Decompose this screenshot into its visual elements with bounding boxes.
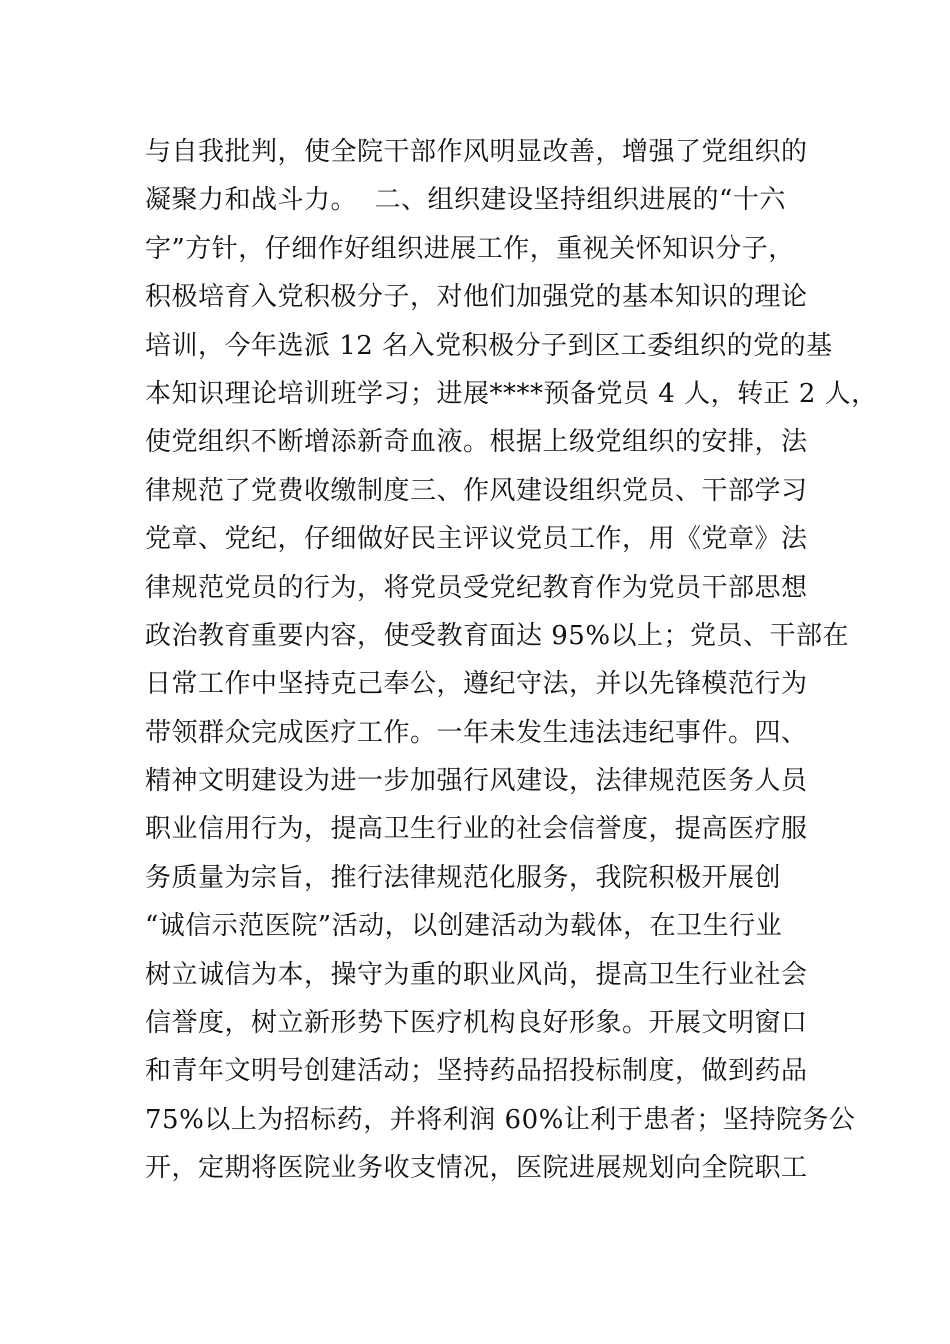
text-line: 积极培育入党积极分子，对他们加强党的基本知识的理论 — [145, 282, 808, 313]
text-line: “诚信示范医院”活动，以创建活动为载体，在卫生行业 — [145, 911, 783, 942]
text-line: 使党组织不断增添新奇血液。根据上级党组织的安排，法 — [145, 427, 808, 458]
text-line: 凝聚力和战斗力。 二、组织建设坚持组织进展的“十六 — [145, 185, 786, 216]
text-line: 信誉度，树立新形势下医疗机构良好形象。开展文明窗口 — [145, 1008, 808, 1039]
text-line: 律规范党员的行为，将党员受党纪教育作为党员干部思想 — [145, 572, 808, 603]
text-line: 职业信用行为，提高卫生行业的社会信誉度，提高医疗服 — [145, 814, 808, 845]
text-line: 带领群众完成医疗工作。一年未发生违法违纪事件。四、 — [145, 717, 808, 748]
text-line: 精神文明建设为进一步加强行风建设，法律规范医务人员 — [145, 766, 808, 797]
text-line: 和青年文明号创建活动；坚持药品招投标制度，做到药品 — [145, 1056, 808, 1087]
text-line: 务质量为宗旨，推行法律规范化服务，我院积极开展创 — [145, 862, 782, 893]
text-line: 与自我批判，使全院干部作风明显改善，增强了党组织的 — [145, 137, 808, 167]
text-line: 本知识理论培训班学习；进展****预备党员 4 人，转正 2 人， — [145, 378, 878, 409]
text-line: 75%以上为招标药，并将利润 60%让利于患者；坚持院务公 — [145, 1104, 856, 1135]
text-line: 培训，今年选派 12 名入党积极分子到区工委组织的党的基 — [145, 330, 833, 361]
text-line: 开，定期将医院业务收支情况，医院进展规划向全院职工 — [145, 1153, 808, 1184]
text-line: 树立诚信为本，操守为重的职业风尚，提高卫生行业社会 — [145, 959, 808, 990]
text-line: 政治教育重要内容，使受教育面达 95%以上；党员、干部在 — [145, 620, 850, 651]
body-text — [145, 128, 878, 1193]
text-line: 日常工作中坚持克己奉公，遵纪守法，并以先锋模范行为 — [145, 669, 808, 700]
text-line: 党章、党纪，仔细做好民主评议党员工作，用《党章》法 — [145, 524, 808, 555]
text-line: 字”方针，仔细作好组织进展工作，重视关怀知识分子， — [145, 233, 795, 264]
text-line: 律规范了党费收缴制度三、作风建设组织党员、干部学习 — [145, 475, 808, 506]
